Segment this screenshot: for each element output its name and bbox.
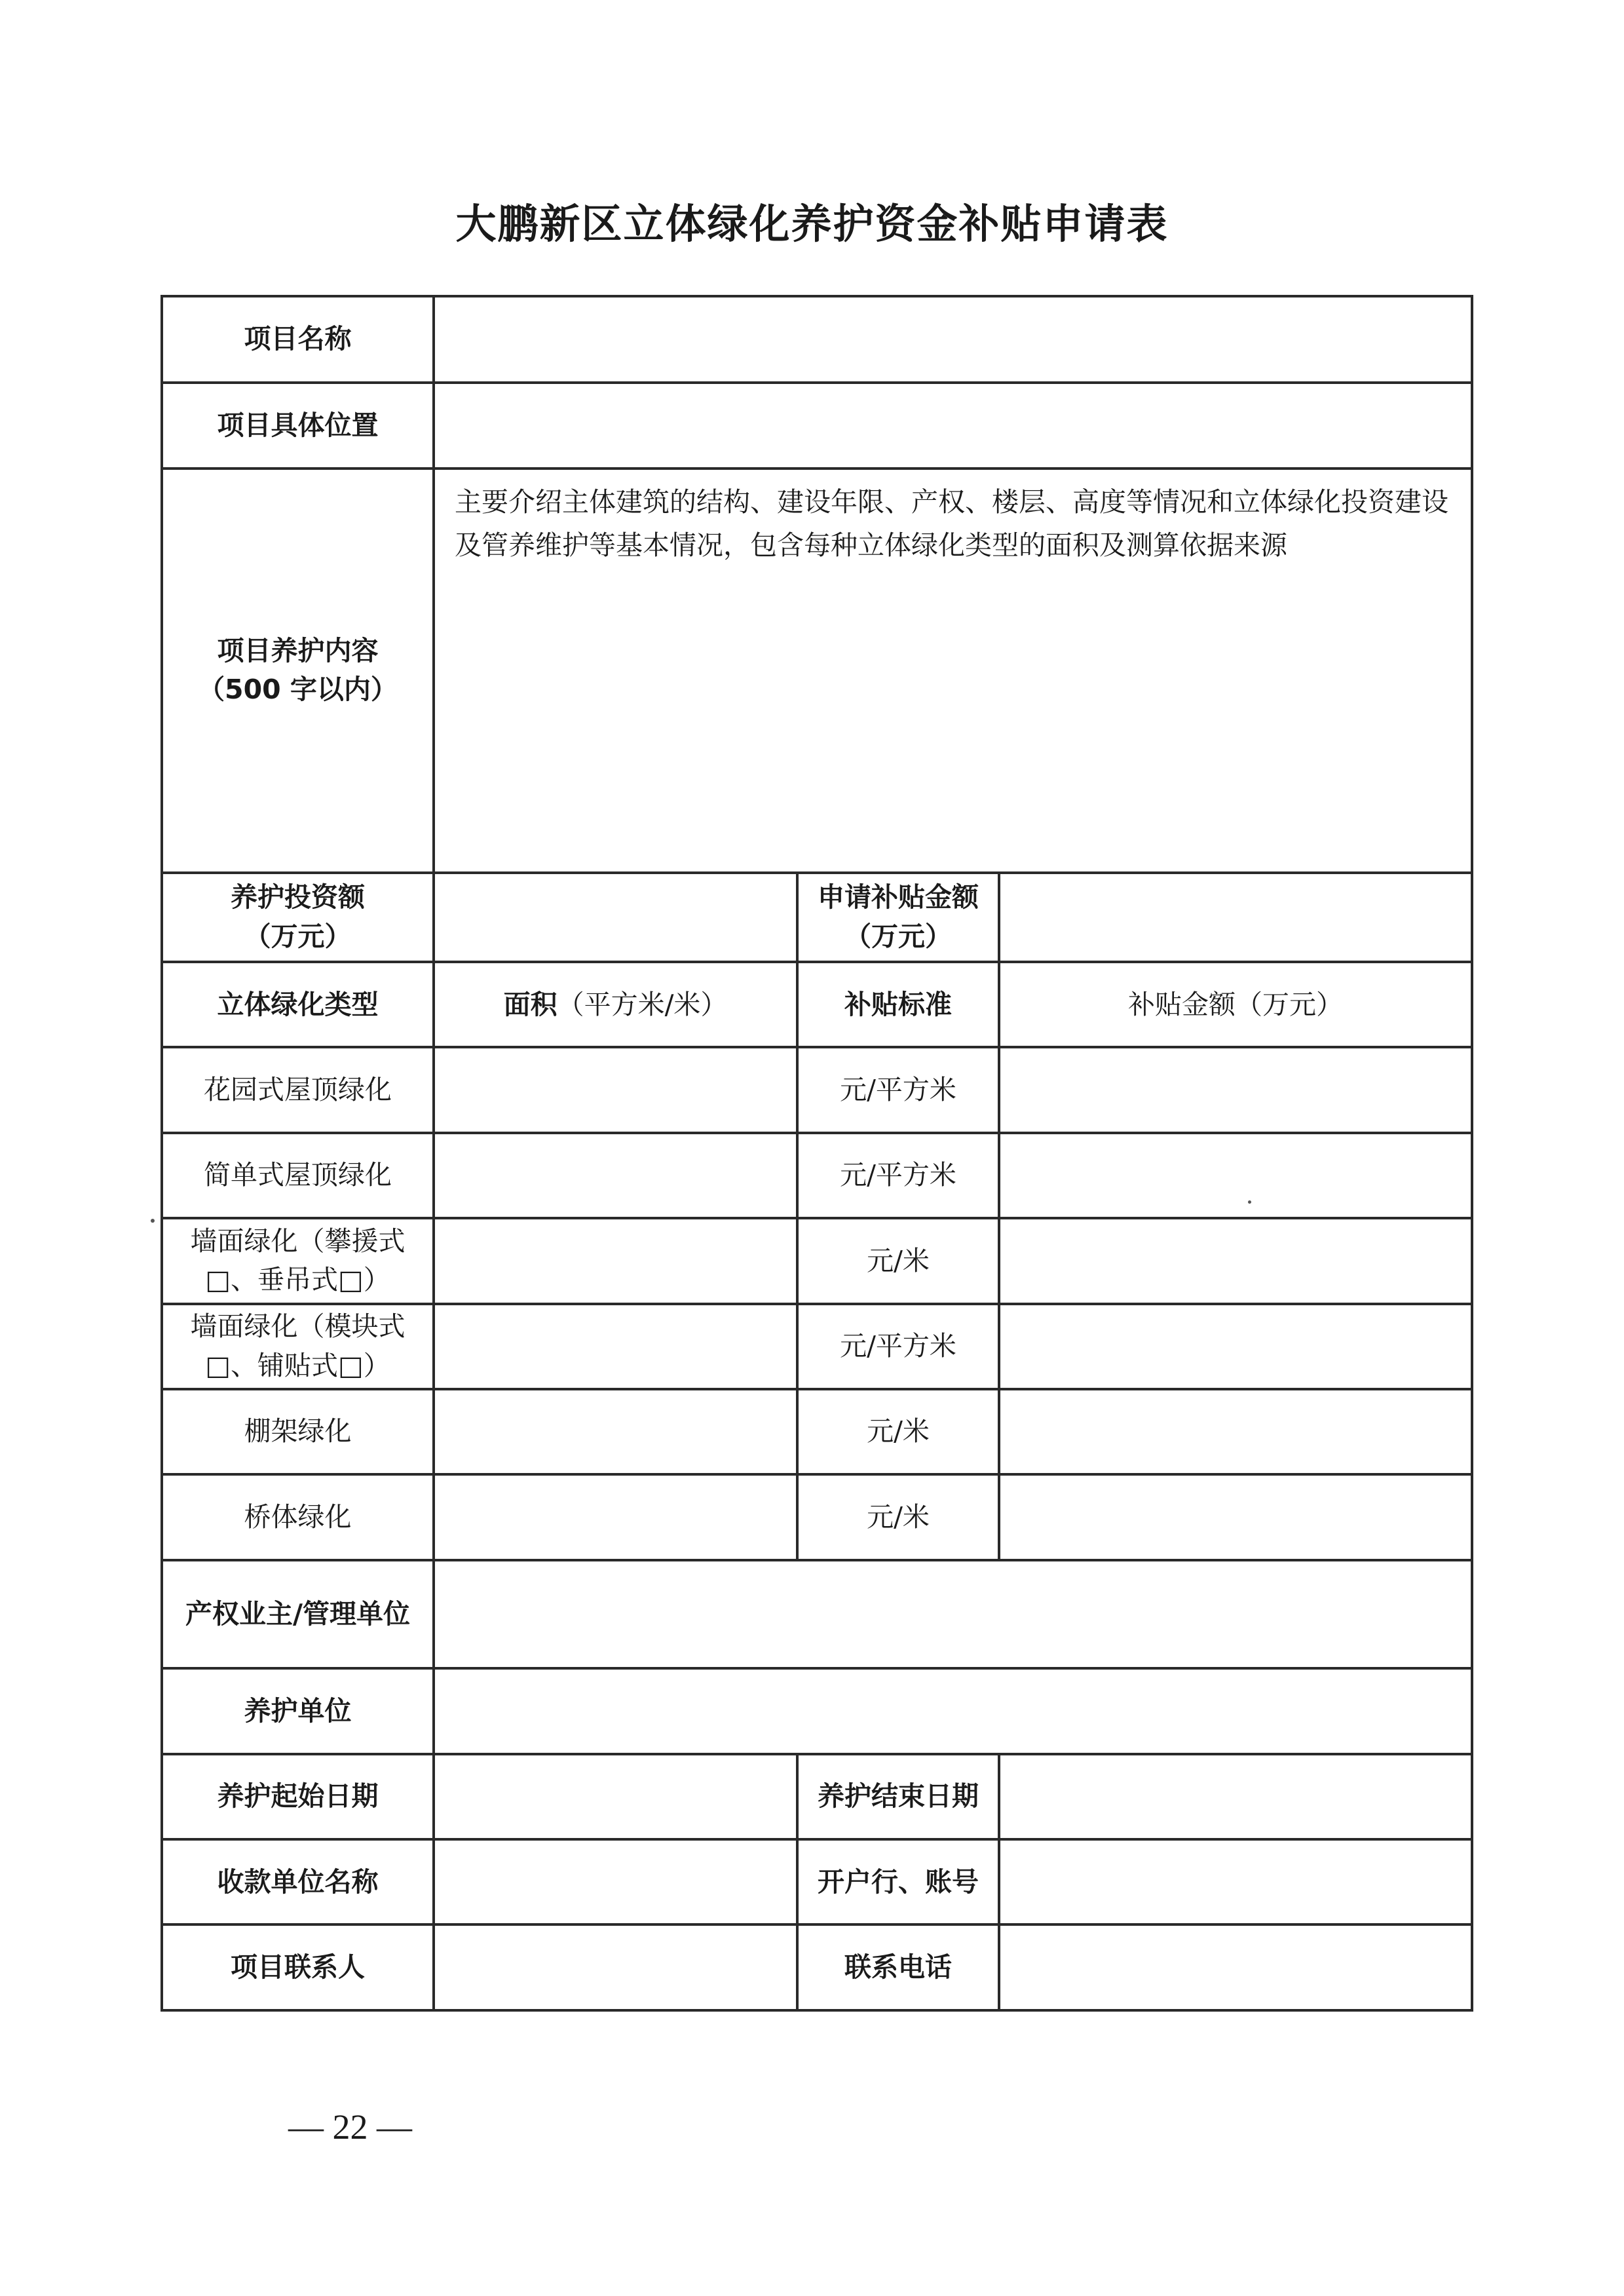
maintenance-content-hint: 主要介绍主体建筑的结构、建设年限、产权、楼层、高度等情况和立体绿化投资建设及管养维护等基本情况，包含每种立体绿化类型的面积及测算依据来源 xyxy=(455,486,1448,562)
subsidy-standard-unit: 元/米 xyxy=(867,1415,930,1447)
greening-type-label: 墙面绿化（模块式 xyxy=(190,1311,406,1343)
greening-type-cell xyxy=(162,1133,434,1218)
project-location-field[interactable] xyxy=(434,383,1472,468)
greening-type-options[interactable]: □、垂吊式□） xyxy=(205,1264,390,1296)
area-field[interactable] xyxy=(434,1389,797,1474)
row-type-header xyxy=(162,962,1472,1047)
area-field[interactable] xyxy=(434,1047,797,1132)
subsidy-standard-field[interactable] xyxy=(797,1389,999,1474)
contact-label: 项目联系人 xyxy=(162,1924,434,2010)
payee-label: 收款单位名称 xyxy=(162,1839,434,1924)
subsidy-standard-field[interactable] xyxy=(797,1133,999,1218)
area-field[interactable] xyxy=(434,1218,797,1303)
subsidy-amount-field[interactable] xyxy=(999,1218,1472,1303)
investment-label: 养护投资额 xyxy=(231,881,365,913)
area-header-unit: （平方米/米） xyxy=(557,988,728,1020)
subsidy-amount-field[interactable] xyxy=(999,1133,1472,1218)
subsidy-request-unit: （万元） xyxy=(844,920,952,952)
project-name-label: 项目名称 xyxy=(162,296,434,383)
phone-field[interactable] xyxy=(999,1924,1472,2010)
type-header: 立体绿化类型 xyxy=(162,962,434,1047)
project-name-field[interactable] xyxy=(434,296,1472,383)
table-row xyxy=(162,1133,1472,1218)
subsidy-standard-unit: 元/米 xyxy=(867,1244,930,1276)
subsidy-standard-unit: 元/平方米 xyxy=(840,1159,956,1191)
maintenance-content-limit: （500 字以内） xyxy=(198,674,398,706)
maintainer-field[interactable] xyxy=(434,1668,1472,1753)
end-date-field[interactable] xyxy=(999,1754,1472,1839)
project-location-label: 项目具体位置 xyxy=(162,383,434,468)
greening-type-label: 花园式屋顶绿化 xyxy=(204,1073,392,1105)
start-date-field[interactable] xyxy=(434,1754,797,1839)
row-payee xyxy=(162,1839,1472,1924)
standard-header: 补贴标准 xyxy=(797,962,999,1047)
area-field[interactable] xyxy=(434,1133,797,1218)
row-maintainer xyxy=(162,1668,1472,1753)
greening-type-label: 桥体绿化 xyxy=(244,1501,352,1533)
area-header: 面积 xyxy=(503,988,557,1020)
subsidy-standard-unit: 元/平方米 xyxy=(840,1330,956,1362)
greening-type-cell xyxy=(162,1047,434,1132)
greening-type-options[interactable]: □、铺贴式□） xyxy=(205,1349,390,1381)
table-row xyxy=(162,1218,1472,1303)
scan-speck xyxy=(1248,1200,1251,1204)
phone-label: 联系电话 xyxy=(797,1924,999,2010)
subsidy-request-field[interactable] xyxy=(999,873,1472,962)
subsidy-request-label-cell xyxy=(797,873,999,962)
subsidy-request-label: 申请补贴金额 xyxy=(818,881,979,913)
maintenance-content-label-cell xyxy=(162,469,434,873)
investment-label-cell xyxy=(162,873,434,962)
greening-type-cell xyxy=(162,1218,434,1303)
row-maintenance-content xyxy=(162,469,1472,873)
maintenance-content-label: 项目养护内容 xyxy=(217,634,379,666)
page-title: 大鹏新区立体绿化养护资金补贴申请表 xyxy=(455,200,1169,248)
owner-label: 产权业主/管理单位 xyxy=(162,1560,434,1669)
subsidy-amount-field[interactable] xyxy=(999,1047,1472,1132)
subsidy-amount-field[interactable] xyxy=(999,1474,1472,1559)
subsidy-standard-unit: 元/平方米 xyxy=(840,1073,956,1105)
subsidy-amount-field[interactable] xyxy=(999,1389,1472,1474)
contact-field[interactable] xyxy=(434,1924,797,2010)
bank-label: 开户行、账号 xyxy=(797,1839,999,1924)
payee-field[interactable] xyxy=(434,1839,797,1924)
greening-type-cell xyxy=(162,1389,434,1474)
greening-type-cell xyxy=(162,1304,434,1389)
greening-type-label: 简单式屋顶绿化 xyxy=(204,1159,392,1191)
area-field[interactable] xyxy=(434,1304,797,1389)
subsidy-standard-field[interactable] xyxy=(797,1474,999,1559)
table-row xyxy=(162,1474,1472,1559)
table-row xyxy=(162,1389,1472,1474)
row-project-name xyxy=(162,296,1472,383)
area-header-cell xyxy=(434,962,797,1047)
subsidy-standard-field[interactable] xyxy=(797,1047,999,1132)
subsidy-standard-field[interactable] xyxy=(797,1304,999,1389)
greening-type-cell xyxy=(162,1474,434,1559)
scan-speck xyxy=(151,1219,155,1223)
investment-field[interactable] xyxy=(434,873,797,962)
greening-type-label: 棚架绿化 xyxy=(244,1415,352,1447)
row-project-location xyxy=(162,383,1472,468)
bank-field[interactable] xyxy=(999,1839,1472,1924)
row-owner xyxy=(162,1560,1472,1669)
page-number: — 22 — xyxy=(288,2107,412,2147)
start-date-label: 养护起始日期 xyxy=(162,1754,434,1839)
row-dates xyxy=(162,1754,1472,1839)
end-date-label: 养护结束日期 xyxy=(797,1754,999,1839)
application-form-table xyxy=(161,295,1473,2012)
subsidy-standard-unit: 元/米 xyxy=(867,1501,930,1533)
amount-header: 补贴金额（万元） xyxy=(999,962,1472,1047)
greening-type-label: 墙面绿化（攀援式 xyxy=(190,1225,406,1257)
maintenance-content-field[interactable] xyxy=(434,469,1472,873)
area-field[interactable] xyxy=(434,1474,797,1559)
row-contact xyxy=(162,1924,1472,2010)
row-investment xyxy=(162,873,1472,962)
maintainer-label: 养护单位 xyxy=(162,1668,434,1753)
owner-field[interactable] xyxy=(434,1560,1472,1669)
table-row xyxy=(162,1304,1472,1389)
table-row xyxy=(162,1047,1472,1132)
subsidy-standard-field[interactable] xyxy=(797,1218,999,1303)
investment-unit: （万元） xyxy=(244,920,352,952)
subsidy-amount-field[interactable] xyxy=(999,1304,1472,1389)
